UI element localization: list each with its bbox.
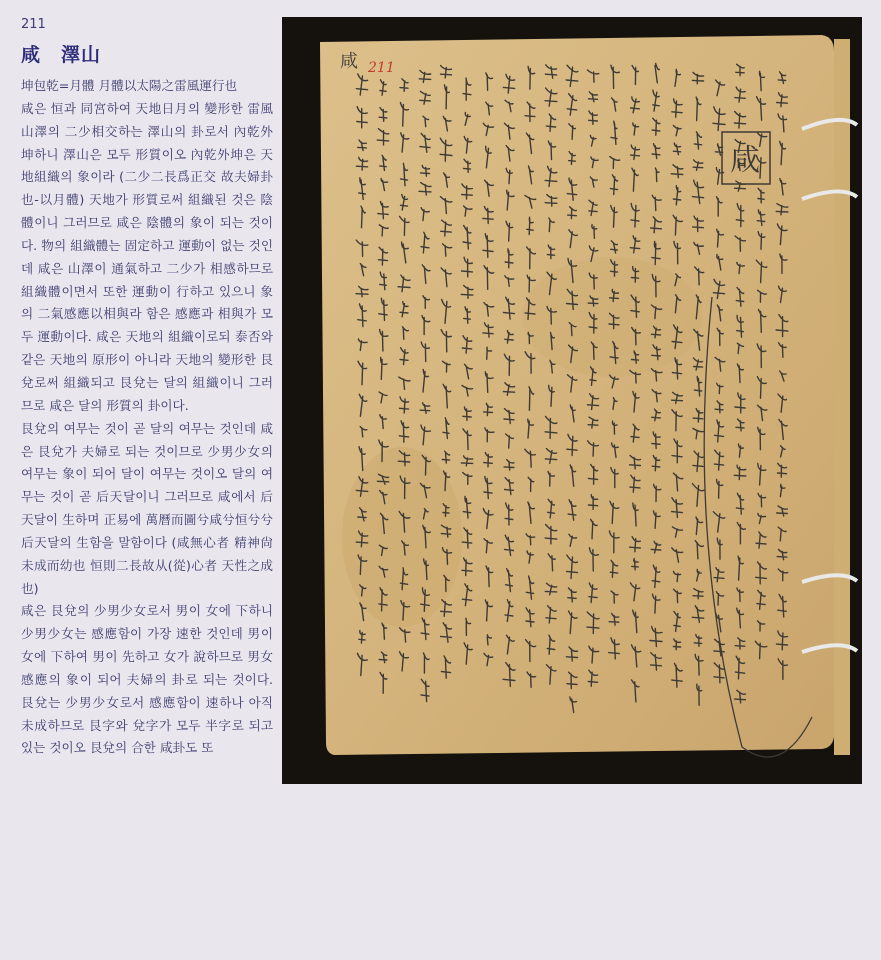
- paragraph-1: 坤包乾=月體 月體以太陽之雷風運行也: [21, 78, 238, 93]
- manuscript-photo: [282, 17, 862, 784]
- paragraph-3: 艮兌의 여무는 것이 곧 달의 여무는 것인데 咸은 艮兌가 夫婦로 되는 것이므로 少男少女의 여무는 象이 되어 달이 여무는 것이오 달의 여무는 것이 곧 后天달이니 그러므로 咸에서 后天달이 生하며 正易에 萬曆而圖兮咸兮恒兮兮 后天달의 生함을 말함이다 (咸無心者 精神尙未成而幼也 恒則二長故从(從)心者 天性之成也): [21, 420, 273, 596]
- manuscript-header-char: 咸: [340, 51, 358, 72]
- paragraph-2: 咸은 恒과 同宮하여 天地日月의 變形한 雷風山澤의 二少相交하는 澤山의 卦로서 內乾外坤하니 澤山은 모두 形質이오 內乾外坤은 天地組織의 象이라 (二少二長爲正交 故夫婦卦也-以月體) 天地가 形質로써 組織된 것은 陰體이니 그러므로 咸은 陰體의 象이 되는 것이다. 物의 組織體는 固定하고 運動이 없는 것인데 咸은 山澤이 通氣하고 二少가 相感하므로 組織體이면서 또한 運動이 行하고 있으니 象의 二氣感應以相與라 함은 感應과 相與가 모두 運動이다. 咸은 天地의 組織이로되 泰否와 같은 天地의 原形이 아니라 天地의 變形한 艮兌로써 組織되고 艮兌는 달의 組織이니 그러므로 咸은 달의 形質의 卦이다.: [21, 100, 273, 413]
- page-number: 211: [21, 17, 46, 32]
- paragraph-4: 咸은 艮兌의 少男少女로서 男이 女에 下하니 少男少女는 感應함이 가장 速한 것인데 男이 女에 下하여 男이 先하고 女가 說하므로 男女感應의 象이 되어 夫婦의 卦로 되는 것이다. 艮兌는 少男少女로서 感應함이 速하나 아직 未成하므로 艮字와 兌字가 모두 半字로 되고 있는 것이오 艮兌의 合한 咸卦도 또: [21, 603, 273, 756]
- manuscript-image: [282, 17, 862, 784]
- manuscript-boxed-char: 咸: [730, 143, 760, 178]
- manuscript-page-mark: 211: [368, 60, 395, 76]
- text-column: [21, 14, 273, 760]
- page-title: 咸 澤山: [21, 44, 102, 66]
